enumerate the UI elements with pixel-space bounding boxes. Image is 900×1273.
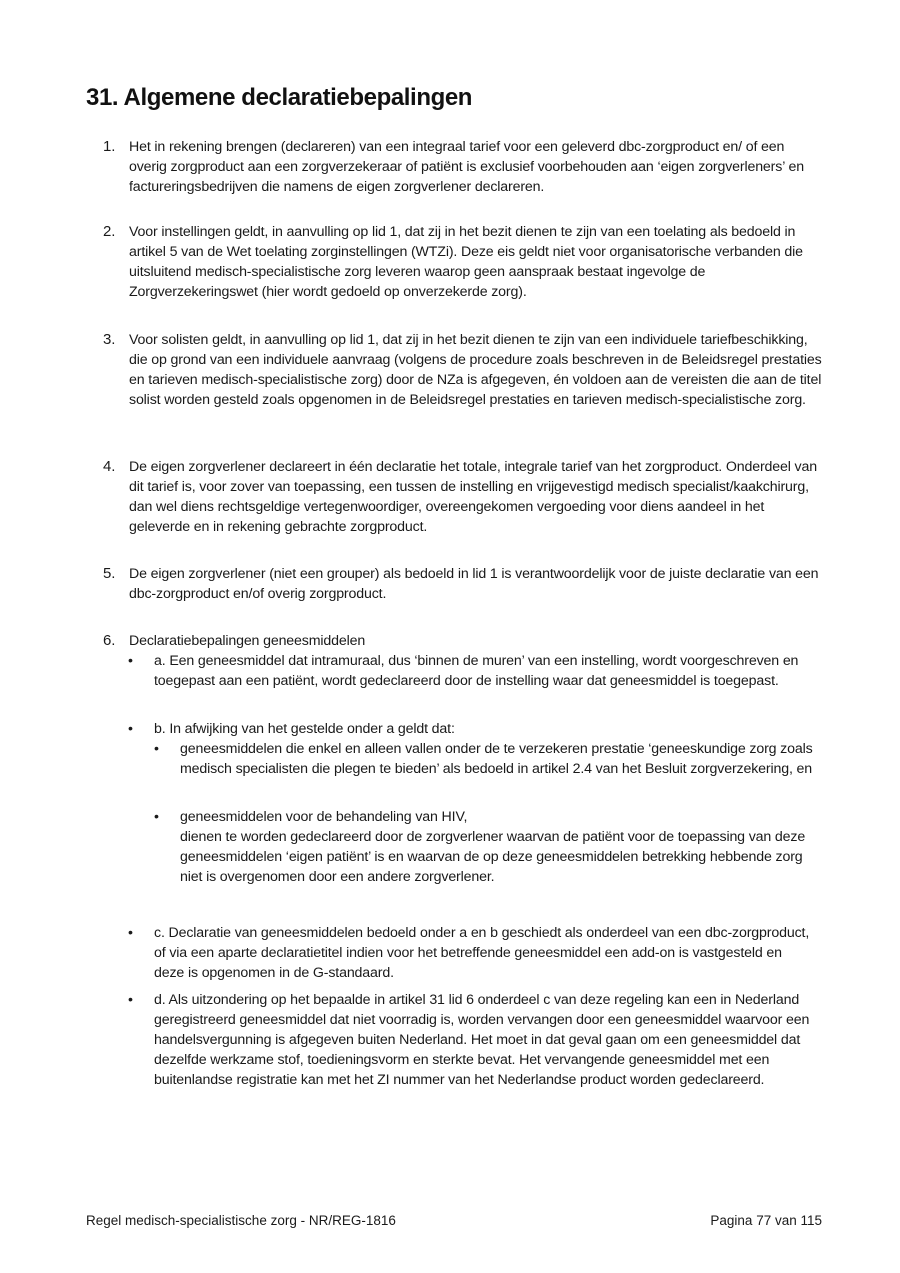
bullet-icon: • [128, 653, 133, 669]
item-number: 3. [103, 331, 116, 348]
sub-item-text: c. Declaratie van geneesmiddelen bedoeld onder a en b geschiedt als onderdeel van een dbc-zorgproduct, of via een aparte declaratietitel indien voor het betreffende geneesmiddel een add-on is vastgesteld en deze is opgenomen in de G-standaard. [154, 925, 810, 981]
item-text: Het in rekening brengen (declareren) van een integraal tarief voor een geleverd dbc-zorgproduct en/ of een overig zorgproduct aan een zorgverzekeraar of patiënt is exclusief voorbehouden aan ‘eigen zorgverleners’ en factureringsbedrijven die namens de eigen zorgverlener declareren. [129, 139, 804, 195]
bullet-icon: • [128, 992, 133, 1008]
sub-item-text: b. In afwijking van het gestelde onder a geldt dat: [154, 721, 455, 737]
footer-document-title: Regel medisch-specialistische zorg - NR/REG-1816 [86, 1213, 396, 1228]
item-text: Declaratiebepalingen geneesmiddelen [129, 633, 366, 649]
item-text: Voor solisten geldt, in aanvulling op lid 1, dat zij in het bezit dienen te zijn van een individuele tariefbeschikking, die op grond van een individuele aanvraag (volgens de procedure zoals beschreven in de Beleidsregel prestaties en tarieven medisch-specialistische zorg) door de NZa is afgegeven, én voldoen aan de vereisten die aan de titel solist worden gesteld zoals opgenomen in de Beleidsregel prestaties en tarieven medisch-specialistische zorg. [129, 332, 822, 408]
bullet-icon: • [154, 809, 159, 825]
bullet-icon: • [154, 741, 159, 757]
item-number: 6. [103, 632, 116, 649]
item-text: Voor instellingen geldt, in aanvulling op lid 1, dat zij in het bezit dienen te zijn van een toelating als bedoeld in artikel 5 van de Wet toelating zorginstellingen (WTZi). Deze eis geldt niet voor organisatorische verbanden die uitsluitend medisch-specialistische zorg leveren waarop geen aanspraak bestaat ingevolge de Zorgverzekeringswet (hier wordt gedoeld op onverzekerde zorg). [129, 224, 803, 300]
bullet-icon: • [128, 721, 133, 737]
nested-item-text-line1: geneesmiddelen voor de behandeling van HIV, [180, 809, 468, 825]
sub-item-text: d. Als uitzondering op het bepaalde in artikel 31 lid 6 onderdeel c van deze regeling kan een in Nederland geregistreerd geneesmiddel dat niet voorradig is, worden vervangen door een geneesmiddel waarvoor een handelsvergunning is afgegeven buiten Nederland. Het moet in dat geval gaan om een geneesmiddel dat dezelfde werkzame stof, toedieningsvorm en sterkte bevat. Het vervangende geneesmiddel met een buitenlandse registratie kan met het ZI nummer van het Nederlandse product worden gedeclareerd. [154, 992, 810, 1088]
item-number: 5. [103, 565, 116, 582]
nested-item-text: geneesmiddelen die enkel en alleen vallen onder de te verzekeren prestatie ‘geneeskundige zorg zoals medisch specialisten die plegen te bieden’ als bedoeld in artikel 2.4 van het Besluit zorgverzekering, en [180, 741, 813, 777]
bullet-icon: • [128, 925, 133, 941]
section-heading: 31. Algemene declaratiebepalingen [86, 84, 473, 111]
item-number: 4. [103, 458, 116, 475]
item-text: De eigen zorgverlener (niet een grouper) als bedoeld in lid 1 is verantwoordelijk voor de juiste declaratie van een dbc-zorgproduct en/of overig zorgproduct. [129, 566, 819, 602]
item-number: 2. [103, 223, 116, 240]
item-number: 1. [103, 138, 116, 155]
nested-item-text-line2: dienen te worden gedeclareerd door de zorgverlener waarvan de patiënt voor de toepassing van deze geneesmiddelen ‘eigen patiënt’ is en waarvan de op deze geneesmiddelen betrekking hebbende zorg niet is overgenomen door een andere zorgverlener. [180, 829, 806, 885]
sub-item-text: a. Een geneesmiddel dat intramuraal, dus ‘binnen de muren’ van een instelling, wordt voorgeschreven en toegepast aan een patiënt, wordt gedeclareerd door de instelling waar dat geneesmiddel is toegepast. [154, 653, 799, 689]
footer-page-number: Pagina 77 van 115 [710, 1213, 822, 1228]
item-text: De eigen zorgverlener declareert in één declaratie het totale, integrale tarief van het zorgproduct. Onderdeel van dit tarief is, voor zover van toepassing, een tussen de instelling en vrijgevestigd medisch specialist/kaakchirurg, dan wel diens rechtsgeldige vertegenwoordiger, overeengekomen vergoeding voor diens aandeel in het geleverde en in rekening gebrachte zorgproduct. [129, 459, 817, 535]
